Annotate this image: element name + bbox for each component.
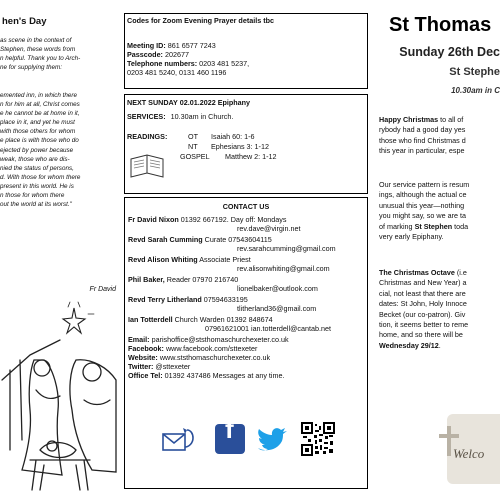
quote-line: e he cannot be at home in it, xyxy=(0,110,80,118)
telephone-value-1: 0203 481 5237, xyxy=(199,59,250,68)
meeting-id-value: 861 6577 7243 xyxy=(167,41,216,50)
contact-detail: 01392 667192. Day off: Mondays xyxy=(178,215,287,224)
greeting-lines xyxy=(379,125,466,156)
intro-line: n helpful. Thank you to Arch- xyxy=(0,55,81,63)
intro-line: ne for supplying them: xyxy=(0,64,62,72)
website-line xyxy=(128,353,270,362)
octave-bold: The Christmas Octave xyxy=(379,268,455,277)
page-title: St Thomas xyxy=(389,14,492,36)
quote-line: place in it, and yet he must xyxy=(0,119,75,127)
reading-ref-gospel: Matthew 2: 1-12 xyxy=(225,152,277,161)
zoom-heading: Codes for Zoom Evening Prayer details tbc xyxy=(127,16,274,25)
next-sunday-heading: NEXT SUNDAY 02.01.2022 Epiphany xyxy=(127,98,251,107)
middle-column xyxy=(118,0,371,500)
office-tel-label: Office Tel: xyxy=(128,371,163,380)
pattern-line: unusual this year—nothing xyxy=(379,200,465,210)
contact-detail: Reader 07970 216740 xyxy=(164,275,239,284)
contact-email[interactable]: rev.sarahcumming@gmail.com xyxy=(237,244,336,253)
christmas-octave-paragraph xyxy=(379,268,468,351)
contact-entry xyxy=(128,215,287,224)
epiphany-line: very early Epiphany. xyxy=(379,232,444,242)
quote-line: nied the status of persons, xyxy=(0,164,74,172)
reading-code-nt: NT xyxy=(188,142,198,151)
zoom-details-box xyxy=(124,13,368,89)
contact-name: Ian Totterdell xyxy=(128,315,173,324)
facebook-link[interactable]: www.facebook.com/sttexeter xyxy=(163,344,258,353)
telephone-line xyxy=(127,59,249,68)
telephone-line-2: 0203 481 5240, 0131 460 1196 xyxy=(127,68,227,77)
next-sunday-box xyxy=(124,94,368,194)
contact-box xyxy=(124,197,368,489)
right-column xyxy=(371,0,500,500)
twitter-line xyxy=(128,362,190,371)
bible-icon xyxy=(129,151,165,181)
greeting-line: those who find Christmas d xyxy=(379,135,466,145)
nativity-illustration xyxy=(0,300,118,500)
passcode-line xyxy=(127,50,189,59)
christmas-greeting xyxy=(379,115,466,157)
contact-entry xyxy=(128,275,238,284)
left-column xyxy=(0,0,118,500)
email-link[interactable]: parishoffice@ststhomaschurchexeter.co.uk xyxy=(149,335,289,344)
octave-line: Becket (our co-patron). Giv xyxy=(379,309,466,319)
octave-date: Wednesday 29/12 xyxy=(379,340,439,350)
contact-email[interactable]: 07961621001 ian.totterdell@cantab.net xyxy=(205,324,331,333)
reading-ref-nt: Ephesians 3: 1-12 xyxy=(211,142,269,151)
services-line xyxy=(127,112,233,121)
contact-name: Fr David Nixon xyxy=(128,215,179,224)
quote-line: with those others for whom xyxy=(0,128,76,136)
reading-ref-ot: Isaiah 60: 1-6 xyxy=(211,132,255,141)
octave-period: . xyxy=(438,340,441,350)
meeting-id-line xyxy=(127,41,216,50)
quote-line: e place is with those who do xyxy=(0,137,79,145)
twitter-icon[interactable] xyxy=(255,426,291,456)
passcode-value: 202677 xyxy=(164,50,189,59)
telephone-label: Telephone numbers: xyxy=(127,59,198,68)
passcode-label: Passcode: xyxy=(127,50,163,59)
st-stephen-line xyxy=(379,222,469,232)
qr-code[interactable] xyxy=(301,422,335,456)
welcome-text: Welco xyxy=(453,446,485,461)
quote-paragraph xyxy=(0,91,116,209)
greeting-bold: Happy Christmas xyxy=(379,115,439,124)
octave-last-line xyxy=(379,341,468,351)
line-post: toda xyxy=(452,221,469,231)
service-pattern-paragraph xyxy=(379,180,469,242)
octave-rest: (i.e xyxy=(454,268,467,277)
email-label: Email: xyxy=(128,335,150,344)
contact-email[interactable]: rev.alisonwhiting@gmail.com xyxy=(237,264,330,273)
email-phone-icon[interactable] xyxy=(161,426,197,456)
welcome-banner xyxy=(447,414,500,484)
octave-line: home, and so there will be xyxy=(379,330,463,340)
octave-line: cial, not least that there are xyxy=(379,288,466,298)
reading-code-gospel: GOSPEL xyxy=(180,152,210,161)
signature: Fr David xyxy=(89,286,116,293)
contact-detail: Church Warden 01392 848674 xyxy=(172,315,273,324)
office-tel-line xyxy=(128,371,285,380)
line-pre: of marking xyxy=(379,221,415,231)
contact-entry xyxy=(128,315,273,324)
octave-line: tion, it seems better to reme xyxy=(379,320,469,330)
quote-line: present in this world. He is xyxy=(0,182,74,190)
pattern-line: you might say, so we are ta xyxy=(379,211,466,221)
services-label: SERVICES: xyxy=(127,112,166,121)
contact-name: Phil Baker, xyxy=(128,275,165,284)
greeting-line: rybody had a good day yes xyxy=(379,125,466,135)
pattern-line: ings, although the actual ce xyxy=(379,190,467,200)
facebook-line xyxy=(128,344,257,353)
greeting-rest: to all of xyxy=(438,115,464,124)
intro-line: as scene in the context of xyxy=(0,37,72,44)
service-date: Sunday 26th Dec xyxy=(399,45,500,59)
contact-entry xyxy=(128,235,272,244)
facebook-icon[interactable]: f xyxy=(215,424,245,454)
contact-email[interactable]: rev.dave@virgin.net xyxy=(237,224,301,233)
website-label: Website: xyxy=(128,353,158,362)
saint-day: St Stephe xyxy=(449,66,500,78)
octave-lines xyxy=(379,278,468,340)
reading-code-ot: OT xyxy=(188,132,198,141)
twitter-label: Twitter: xyxy=(128,362,154,371)
pattern-line: Our service pattern is resum xyxy=(379,180,470,189)
greeting-line: this year in particular, espe xyxy=(379,146,465,156)
contact-heading: CONTACT US xyxy=(222,202,270,211)
line-bold: St Stephen xyxy=(414,221,453,231)
quote-line: out the world at its worst." xyxy=(0,201,72,209)
contact-email[interactable]: tlitherland36@gmail.com xyxy=(237,304,317,313)
octave-line: dates: St John, Holy Innoce xyxy=(379,299,467,309)
contact-entry xyxy=(128,295,248,304)
quote-line: emented inn, in which there xyxy=(0,92,78,99)
parish-email-line xyxy=(128,335,289,344)
services-value: 10.30am in Church. xyxy=(170,112,234,121)
contact-detail: Associate Priest xyxy=(197,255,251,264)
greeting-first-line xyxy=(379,115,466,125)
quote-line: weak, those who are dis- xyxy=(0,155,70,163)
office-tel-value: 01392 437486 Messages at any time. xyxy=(162,371,285,380)
facebook-label: Facebook: xyxy=(128,344,164,353)
quote-line: d. With those for whom there xyxy=(0,173,81,181)
intro-paragraph xyxy=(0,36,116,72)
twitter-link[interactable]: @sttexeter xyxy=(153,362,191,371)
contact-name: Revd Sarah Cumming xyxy=(128,235,203,244)
contact-name: Revd Terry Litherland xyxy=(128,295,202,304)
contact-email[interactable]: lionelbaker@outlook.com xyxy=(237,284,318,293)
intro-line: Stephen, these words from xyxy=(0,46,76,54)
quote-line: ejected by power because xyxy=(0,146,74,154)
contact-detail: Curate 07543604115 xyxy=(202,235,272,244)
service-time: 10.30am in C xyxy=(451,86,500,95)
readings-label: READINGS: xyxy=(127,132,168,141)
contact-name: Revd Alison Whiting xyxy=(128,255,198,264)
quote-line: n for him at all, Christ comes xyxy=(0,101,80,109)
meeting-id-label: Meeting ID: xyxy=(127,41,166,50)
contact-detail: 07594633195 xyxy=(201,295,248,304)
contact-entry xyxy=(128,255,251,264)
website-link[interactable]: www.ststhomaschurchexeter.co.uk xyxy=(157,353,271,362)
quote-line: n those for whom there xyxy=(0,192,65,200)
octave-first-line xyxy=(379,268,468,278)
section-heading: hen's Day xyxy=(2,16,47,27)
pattern-lines xyxy=(379,180,469,222)
octave-line: Christmas and New Year) a xyxy=(379,278,467,288)
